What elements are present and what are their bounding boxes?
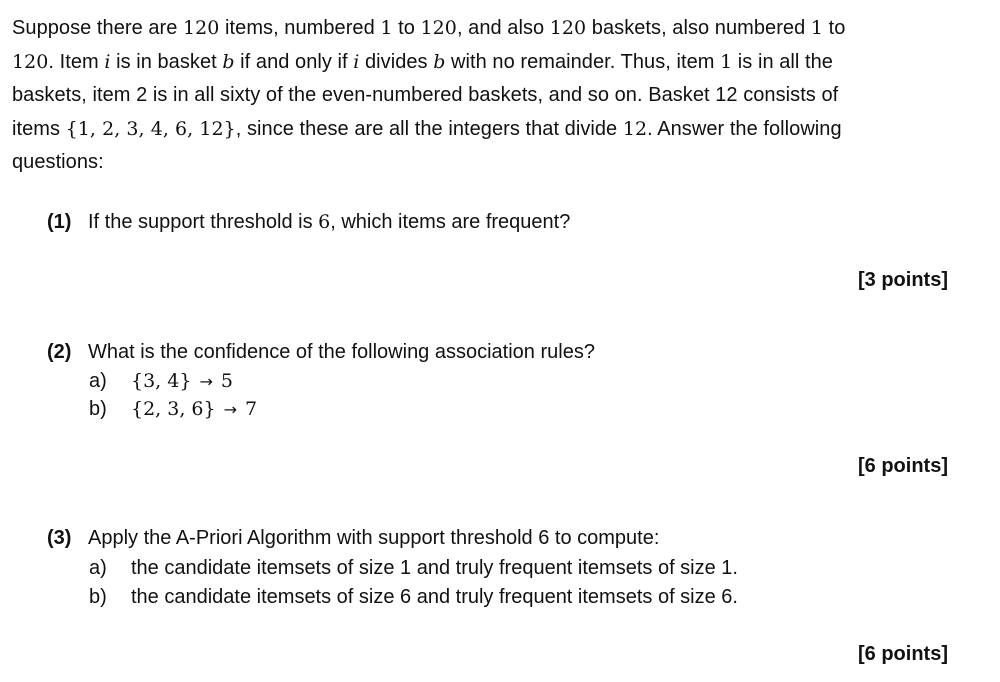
math-variable: b bbox=[433, 50, 446, 73]
question-1 bbox=[47, 211, 570, 234]
sub-label: a) bbox=[89, 557, 107, 579]
math-number: 1 bbox=[720, 50, 733, 73]
points-label-q2: [6 points] bbox=[858, 455, 948, 477]
intro-line-1 bbox=[12, 12, 942, 46]
question-text: Apply the A-Priori Algorithm with support threshold 6 to compute: bbox=[88, 527, 660, 549]
math-set: {1, 2, 3, 4, 6, 12} bbox=[65, 117, 236, 140]
math-variable: i bbox=[104, 50, 111, 73]
text: is in all the bbox=[732, 50, 833, 73]
question-3b bbox=[89, 586, 738, 609]
sub-text: the candidate itemsets of size 6 and truly frequent itemsets of size 6. bbox=[131, 586, 738, 608]
text: baskets, also numbered bbox=[586, 17, 811, 39]
math-number: 120 bbox=[12, 50, 49, 73]
question-2 bbox=[47, 341, 595, 364]
text: items, numbered bbox=[219, 17, 381, 39]
text: is in basket bbox=[110, 50, 223, 73]
rule-rhs: 7 bbox=[245, 398, 258, 420]
question-2b bbox=[89, 398, 257, 421]
question-3a bbox=[89, 557, 738, 580]
rule-lhs: {3, 4} bbox=[131, 370, 192, 392]
question-3 bbox=[47, 527, 659, 550]
question-number: (1) bbox=[47, 211, 72, 233]
question-text: If the support threshold is bbox=[88, 211, 319, 233]
text: to bbox=[823, 17, 846, 39]
question-number: (2) bbox=[47, 341, 72, 363]
sub-label: b) bbox=[89, 586, 107, 608]
intro-line-5: questions: bbox=[12, 151, 104, 174]
rule-lhs: {2, 3, 6} bbox=[131, 398, 216, 420]
text: . Answer the following bbox=[647, 117, 842, 140]
question-2a bbox=[89, 370, 233, 393]
text: with no remainder. Thus, item bbox=[445, 50, 721, 73]
sub-label: a) bbox=[89, 370, 107, 392]
intro-line-4 bbox=[12, 113, 942, 147]
intro-line-3: baskets, item 2 is in all sixty of the even-numbered baskets, and so on. Basket 12 consists of bbox=[12, 84, 839, 107]
math-number: 6 bbox=[318, 211, 331, 233]
text: if and only if bbox=[234, 50, 354, 73]
question-text: , which items are frequent? bbox=[330, 211, 571, 233]
math-number: 120 bbox=[549, 17, 587, 39]
arrow-icon: → bbox=[199, 372, 213, 391]
sub-text: the candidate itemsets of size 1 and truly frequent itemsets of size 1. bbox=[131, 557, 738, 579]
rule-rhs: 5 bbox=[220, 370, 233, 392]
points-label-q1: [3 points] bbox=[858, 269, 948, 291]
sub-label: b) bbox=[89, 398, 107, 420]
math-variable: i bbox=[353, 50, 360, 73]
math-number: 120 bbox=[420, 17, 457, 39]
arrow-icon: → bbox=[223, 400, 238, 419]
points-label-q3: [6 points] bbox=[858, 643, 948, 665]
text: , since these are all the integers that divide bbox=[235, 117, 623, 140]
text: . Item bbox=[48, 50, 105, 73]
text: to bbox=[392, 17, 421, 39]
math-number: 12 bbox=[622, 117, 648, 140]
math-number: 120 bbox=[183, 17, 220, 39]
intro-line-2 bbox=[12, 46, 942, 80]
problem-statement bbox=[12, 12, 942, 180]
text: , and also bbox=[456, 17, 550, 39]
text: items bbox=[12, 117, 66, 140]
text: divides bbox=[359, 50, 434, 73]
math-variable: b bbox=[222, 50, 235, 73]
question-number: (3) bbox=[47, 527, 72, 549]
math-number: 1 bbox=[380, 17, 393, 39]
math-number: 1 bbox=[810, 17, 824, 39]
question-text: What is the confidence of the following association rules? bbox=[88, 341, 595, 363]
text: Suppose there are bbox=[12, 17, 184, 39]
